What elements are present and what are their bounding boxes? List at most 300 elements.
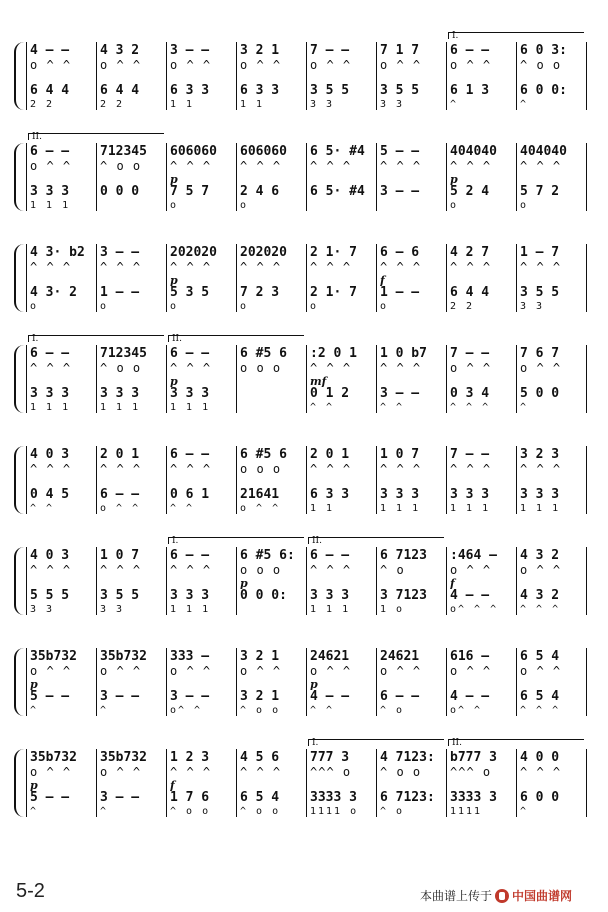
measure	[450, 543, 514, 635]
barline	[446, 42, 447, 110]
melody-notes: 6 – 6	[380, 246, 420, 260]
octave-and-accent-marks	[240, 603, 304, 615]
octave-and-accent-marks: ^ o	[380, 806, 405, 817]
bass-notes: 4 – –	[310, 690, 350, 704]
system-start-barline	[26, 547, 27, 615]
bass-notes: 3 3 3	[170, 589, 210, 603]
melody-notes: 6 – –	[170, 347, 210, 361]
accompaniment-marks: ^ o o	[100, 361, 142, 375]
melody-notes: 1 0 7	[100, 549, 140, 563]
measure	[240, 38, 304, 130]
measure	[30, 341, 94, 433]
melody-notes: 4 5 6	[240, 751, 280, 765]
dynamic-marking: p	[240, 577, 248, 589]
barline	[376, 648, 377, 716]
melody-notes: 6 #5 6	[240, 347, 287, 361]
barline	[586, 648, 587, 716]
bass-notes: 6 5 4	[520, 690, 560, 704]
measure	[380, 38, 444, 130]
melody-notes: 1 2 3	[170, 751, 210, 765]
accompaniment-marks: o ^ ^	[520, 361, 562, 375]
barline	[306, 749, 307, 817]
accompaniment-marks: ^ ^ ^	[30, 462, 72, 476]
octave-and-accent-marks: o	[450, 200, 459, 211]
octave-and-accent-marks: ^ o	[380, 705, 405, 716]
octave-and-accent-marks: o	[170, 200, 179, 211]
bass-notes	[240, 387, 304, 401]
accompaniment-marks: o ^ ^	[380, 58, 422, 72]
melody-notes: 6 #5 6	[240, 448, 287, 462]
system-brace	[14, 547, 26, 615]
melody-notes: 3 2 3	[520, 448, 560, 462]
barline	[166, 345, 167, 413]
octave-and-accent-marks: 1 o	[380, 604, 405, 615]
octave-and-accent-marks: o	[170, 301, 179, 312]
barline	[586, 446, 587, 514]
volta-ending: I.	[168, 537, 304, 544]
barline	[586, 244, 587, 312]
dynamic-marking: p	[450, 173, 458, 185]
octave-and-accent-marks: 2 2	[450, 301, 475, 312]
accompaniment-marks: o ^ ^	[100, 664, 142, 678]
accompaniment-marks: ^ ^ ^	[240, 159, 282, 173]
octave-and-accent-marks: ^ o o	[170, 806, 211, 817]
octave-and-accent-marks: o	[240, 200, 249, 211]
barline	[236, 345, 237, 413]
bass-notes: 3 – –	[380, 387, 420, 401]
accompaniment-marks: o ^ ^	[450, 563, 492, 577]
bass-notes: 5 – –	[30, 690, 70, 704]
measure	[170, 240, 234, 332]
site-name: 中国曲谱网	[512, 889, 573, 903]
melody-notes: 24621	[380, 650, 420, 664]
barline	[306, 446, 307, 514]
measure	[450, 644, 514, 736]
accompaniment-marks: ^ ^ ^	[240, 260, 282, 274]
melody-notes: 6 – –	[30, 347, 70, 361]
octave-and-accent-marks: ^	[520, 806, 529, 817]
measure	[310, 442, 374, 534]
accompaniment-marks: o ^ ^	[520, 664, 562, 678]
score-system	[26, 334, 586, 433]
bass-notes: 21641	[240, 488, 280, 502]
melody-notes: 3 2 1	[240, 650, 280, 664]
accompaniment-marks: o ^ ^	[310, 58, 352, 72]
octave-and-accent-marks	[310, 199, 374, 211]
accompaniment-marks: o ^ ^	[30, 664, 72, 678]
dynamic-marking: f	[170, 779, 175, 791]
bass-notes: 3 3 3	[30, 387, 70, 401]
page-number: 5-2	[16, 880, 45, 902]
score-system	[26, 31, 586, 130]
score-system	[26, 536, 586, 635]
barline	[376, 446, 377, 514]
score-system	[26, 738, 586, 837]
octave-and-accent-marks: 1 1	[310, 503, 335, 514]
octave-and-accent-marks: o	[520, 200, 529, 211]
accompaniment-marks: ^ ^ ^	[30, 361, 72, 375]
barline	[446, 143, 447, 211]
accompaniment-marks: ^ o o	[380, 765, 422, 779]
accompaniment-marks: ^ ^ ^	[380, 260, 422, 274]
accompaniment-marks: ^ ^ ^	[100, 260, 142, 274]
octave-and-accent-marks: ^	[100, 705, 109, 716]
measure	[520, 139, 584, 231]
accompaniment-marks: o ^ ^	[170, 58, 212, 72]
volta-ending: II.	[28, 133, 164, 140]
barline	[516, 345, 517, 413]
barline	[236, 42, 237, 110]
bass-notes: 5 – –	[30, 791, 70, 805]
accompaniment-marks: ^ o o	[520, 58, 562, 72]
melody-notes: 4 0 0	[520, 751, 560, 765]
melody-notes: 1 – 7	[520, 246, 560, 260]
measure	[100, 240, 164, 332]
barline	[236, 749, 237, 817]
accompaniment-marks: ^ ^ ^	[170, 260, 212, 274]
melody-notes: 35b732	[100, 751, 147, 765]
system-brace	[14, 244, 26, 312]
measure	[30, 442, 94, 534]
bass-notes: 6 4 4	[30, 84, 70, 98]
octave-and-accent-marks: ^	[450, 99, 459, 110]
octave-and-accent-marks: o^ ^ ^	[450, 604, 499, 615]
measure	[380, 644, 444, 736]
octave-and-accent-marks: 3 3	[310, 99, 335, 110]
barline	[306, 143, 307, 211]
bass-notes: 0 0 0	[100, 185, 140, 199]
score-system	[26, 442, 586, 534]
barline	[306, 345, 307, 413]
bass-notes: 3 – –	[100, 690, 140, 704]
system-start-barline	[26, 648, 27, 716]
octave-and-accent-marks: ^ ^	[310, 402, 335, 413]
bass-notes: 7 2 3	[240, 286, 280, 300]
melody-notes: 4 2 7	[450, 246, 490, 260]
accompaniment-marks: ^ ^ ^	[380, 159, 422, 173]
melody-notes: 333 –	[170, 650, 210, 664]
octave-and-accent-marks: 3 3	[380, 99, 405, 110]
bass-notes: 3 5 5	[310, 84, 350, 98]
melody-notes: 3 2 1	[240, 44, 280, 58]
melody-notes: 6 #5 6:	[240, 549, 295, 563]
melody-notes: 616 –	[450, 650, 490, 664]
octave-and-accent-marks: ^ o o	[240, 806, 281, 817]
melody-notes: 35b732	[100, 650, 147, 664]
melody-notes: 777 3	[310, 751, 350, 765]
barline	[376, 143, 377, 211]
melody-notes: 4 0 3	[30, 448, 70, 462]
melody-notes: 5 – –	[380, 145, 420, 159]
bass-notes: 4 3· 2	[30, 286, 77, 300]
barline	[96, 42, 97, 110]
bass-notes: 4 3 2	[520, 589, 560, 603]
melody-notes: 4 0 3	[30, 549, 70, 563]
measure	[450, 442, 514, 534]
measure	[30, 139, 94, 231]
bass-notes: 3 5 5	[520, 286, 560, 300]
bass-notes: 3 3 3	[30, 185, 70, 199]
measure	[450, 341, 514, 433]
barline	[96, 244, 97, 312]
octave-and-accent-marks: o ^ ^	[100, 503, 141, 514]
octave-and-accent-marks: ^ ^	[170, 503, 195, 514]
bass-notes: 3 3 3	[450, 488, 490, 502]
barline	[516, 749, 517, 817]
octave-and-accent-marks: o ^ ^	[240, 503, 281, 514]
melody-notes: 1 0 7	[380, 448, 420, 462]
bass-notes: 5 0 0	[520, 387, 560, 401]
octave-and-accent-marks: o	[100, 301, 109, 312]
barline	[96, 547, 97, 615]
accompaniment-marks: o ^ ^	[30, 58, 72, 72]
measure	[380, 240, 444, 332]
octave-and-accent-marks: 1 1 1	[450, 503, 491, 514]
barline	[306, 648, 307, 716]
accompaniment-marks: ^ ^ ^	[170, 361, 212, 375]
bass-notes: 3 3 3	[380, 488, 420, 502]
dynamic-marking: p	[30, 779, 38, 791]
measure	[30, 38, 94, 130]
bass-notes: 0 4 5	[30, 488, 70, 502]
measure	[520, 644, 584, 736]
barline	[96, 648, 97, 716]
octave-and-accent-marks: 1 1 1	[380, 503, 421, 514]
measure	[240, 644, 304, 736]
barline	[166, 42, 167, 110]
octave-and-accent-marks: o	[30, 301, 39, 312]
score-system	[26, 132, 586, 231]
dynamic-marking: p	[170, 274, 178, 286]
upload-credit-text: 本曲谱上传于	[420, 889, 493, 903]
bass-notes: 5 3 5	[170, 286, 210, 300]
measure	[30, 240, 94, 332]
dynamic-marking: p	[170, 173, 178, 185]
melody-notes: 2 0 1	[100, 448, 140, 462]
octave-and-accent-marks: ^	[30, 705, 39, 716]
system-brace	[14, 42, 26, 110]
accompaniment-marks: o ^ ^	[170, 664, 212, 678]
octave-and-accent-marks: o^ ^	[170, 705, 203, 716]
accompaniment-marks: o ^ ^	[100, 58, 142, 72]
melody-notes: 7 – –	[310, 44, 350, 58]
melody-notes: 712345	[100, 145, 147, 159]
barline	[236, 547, 237, 615]
barline	[96, 345, 97, 413]
barline	[376, 345, 377, 413]
melody-notes: 35b732	[30, 650, 77, 664]
volta-ending: I.	[308, 739, 444, 746]
melody-notes: 606060	[170, 145, 217, 159]
measure	[450, 240, 514, 332]
barline	[96, 446, 97, 514]
measure	[100, 745, 164, 837]
melody-notes: 404040	[450, 145, 497, 159]
octave-and-accent-marks	[100, 199, 164, 211]
melody-notes: 404040	[520, 145, 567, 159]
accompaniment-marks: ^ ^ ^	[100, 563, 142, 577]
measure	[240, 442, 304, 534]
octave-and-accent-marks: 2 2	[30, 99, 55, 110]
barline	[516, 547, 517, 615]
octave-and-accent-marks: 1 1 1	[170, 604, 211, 615]
melody-notes: 6 0 3:	[520, 44, 567, 58]
score-system	[26, 644, 586, 736]
accompaniment-marks: o ^ ^	[30, 765, 72, 779]
accompaniment-marks: o o o	[240, 563, 282, 577]
bass-notes: 6 3 3	[240, 84, 280, 98]
octave-and-accent-marks: 1 1	[240, 99, 265, 110]
accompaniment-marks: ^^^ o	[310, 765, 352, 779]
octave-and-accent-marks: ^ ^ ^	[520, 604, 561, 615]
accompaniment-marks: o o o	[240, 462, 282, 476]
accompaniment-marks: ^ ^ ^	[170, 159, 212, 173]
accompaniment-marks: ^ ^ ^	[520, 765, 562, 779]
bass-notes: 6 7123:	[380, 791, 435, 805]
accompaniment-marks: ^ ^ ^	[380, 462, 422, 476]
barline	[236, 244, 237, 312]
bass-notes: 3333 3	[450, 791, 497, 805]
measure	[100, 341, 164, 433]
measure	[380, 543, 444, 635]
accompaniment-marks: ^ ^ ^	[100, 462, 142, 476]
accompaniment-marks: ^ ^ ^	[170, 563, 212, 577]
bass-notes: 2 4 6	[240, 185, 280, 199]
volta-ending: I.	[28, 335, 164, 342]
barline	[306, 42, 307, 110]
barline	[516, 244, 517, 312]
measure	[240, 240, 304, 332]
barline	[166, 648, 167, 716]
dynamic-marking: f	[450, 577, 455, 589]
accompaniment-marks: ^ ^ ^	[450, 260, 492, 274]
melody-notes: 35b732	[30, 751, 77, 765]
measure	[310, 341, 374, 433]
bass-notes: 5 7 2	[520, 185, 560, 199]
melody-notes: 2 0 1	[310, 448, 350, 462]
system-start-barline	[26, 42, 27, 110]
bass-notes: 7 5 7	[170, 185, 210, 199]
system-start-barline	[26, 143, 27, 211]
melody-notes: 6 7123	[380, 549, 427, 563]
melody-notes: 24621	[310, 650, 350, 664]
barline	[446, 648, 447, 716]
barline	[586, 749, 587, 817]
dynamic-marking: p	[170, 375, 178, 387]
melody-notes: 6 – –	[30, 145, 70, 159]
accompaniment-marks: ^ ^ ^	[380, 361, 422, 375]
octave-and-accent-marks: 2 2	[100, 99, 125, 110]
bass-notes: 0 1 2	[310, 387, 350, 401]
melody-notes: 6 – –	[170, 549, 210, 563]
measure	[30, 644, 94, 736]
melody-notes: 4 3· b2	[30, 246, 85, 260]
measure	[310, 240, 374, 332]
bass-notes: 3 3 3	[170, 387, 210, 401]
system-start-barline	[26, 244, 27, 312]
melody-notes: 6 – –	[310, 549, 350, 563]
melody-notes: 7 1 7	[380, 44, 420, 58]
accompaniment-marks: o ^ ^	[240, 58, 282, 72]
bass-notes: 3 3 3	[520, 488, 560, 502]
measure	[520, 38, 584, 130]
volta-ending: I.	[448, 32, 584, 39]
bass-notes: 5 5 5	[30, 589, 70, 603]
octave-and-accent-marks	[380, 199, 444, 211]
dynamic-marking: p	[30, 678, 38, 690]
bass-notes: 3 2 1	[240, 690, 280, 704]
accompaniment-marks: ^ ^ ^	[310, 260, 352, 274]
barline	[586, 42, 587, 110]
measure	[380, 139, 444, 231]
accompaniment-marks: ^ ^ ^	[170, 765, 212, 779]
barline	[586, 143, 587, 211]
bass-notes: 2 1· 7	[310, 286, 357, 300]
barline	[516, 446, 517, 514]
accompaniment-marks: o ^ ^	[450, 664, 492, 678]
melody-notes: 7 6 7	[520, 347, 560, 361]
barline	[446, 345, 447, 413]
measure	[100, 139, 164, 231]
melody-notes: 3 – –	[100, 246, 140, 260]
bass-notes: 6 1 3	[450, 84, 490, 98]
accompaniment-marks: ^ ^ ^	[310, 462, 352, 476]
melody-notes: 6 5 4	[520, 650, 560, 664]
measure	[30, 543, 94, 635]
melody-notes: 202020	[240, 246, 287, 260]
accompaniment-marks: ^ ^ ^	[310, 361, 352, 375]
accompaniment-marks: o ^ ^	[450, 58, 492, 72]
measure	[240, 341, 304, 433]
accompaniment-marks: ^ ^ ^	[30, 563, 72, 577]
accompaniment-marks: ^ ^ ^	[520, 462, 562, 476]
octave-and-accent-marks: 1111 o	[310, 806, 359, 817]
melody-notes: 4 7123:	[380, 751, 435, 765]
measure	[310, 38, 374, 130]
volta-ending: II.	[168, 335, 304, 342]
measure	[450, 139, 514, 231]
barline	[446, 244, 447, 312]
bass-notes: 3 – –	[380, 185, 420, 199]
accompaniment-marks: o ^ ^	[310, 664, 352, 678]
measure	[520, 745, 584, 837]
accompaniment-marks: ^ ^ ^	[310, 159, 352, 173]
barline	[306, 547, 307, 615]
octave-and-accent-marks: 1 1 1	[170, 402, 211, 413]
octave-and-accent-marks: 1 1 1	[310, 604, 351, 615]
bass-notes: 6 5 4	[240, 791, 280, 805]
barline	[236, 648, 237, 716]
barline	[166, 547, 167, 615]
measure	[380, 442, 444, 534]
measure	[240, 543, 304, 635]
octave-and-accent-marks: 1 1 1	[520, 503, 561, 514]
bass-notes: 1 7 6	[170, 791, 210, 805]
measure	[310, 543, 374, 635]
bass-notes: 3 5 5	[100, 589, 140, 603]
measure	[520, 543, 584, 635]
site-logo-icon	[495, 889, 509, 903]
barline	[376, 547, 377, 615]
barline	[586, 547, 587, 615]
bass-notes: 1 – –	[100, 286, 140, 300]
accompaniment-marks: ^ o	[380, 563, 405, 577]
measure	[310, 644, 374, 736]
bass-notes: 6 0 0	[520, 791, 560, 805]
dynamic-marking: mf	[310, 375, 327, 387]
melody-notes: 2 1· 7	[310, 246, 357, 260]
melody-notes: :2 0 1	[310, 347, 357, 361]
